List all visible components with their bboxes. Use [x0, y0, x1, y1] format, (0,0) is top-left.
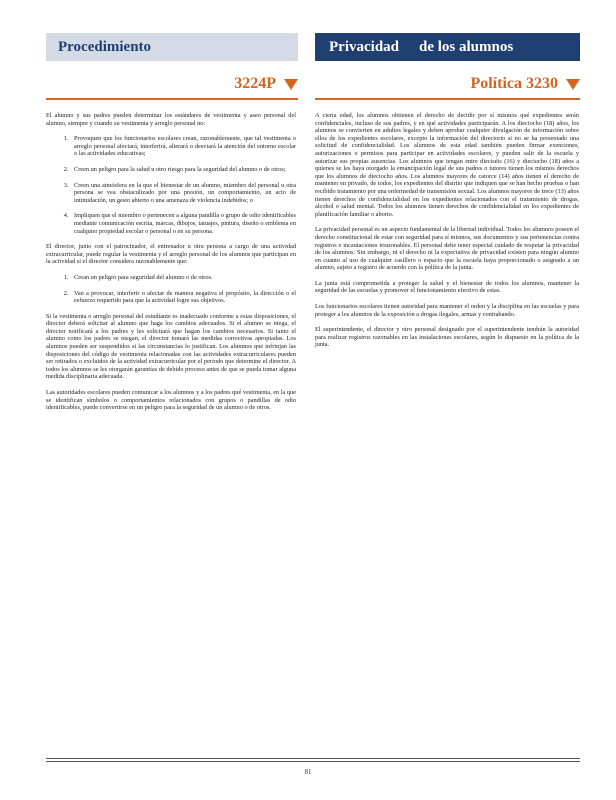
policy-column [315, 112, 579, 357]
triangle-down-icon [566, 79, 580, 90]
policy-title-part-a: Privacidad [329, 38, 399, 55]
policy-paragraph: La junta está comprometida a proteger la salud y el bienestar de todos los alumnos, mantener la seguridad de las escuelas y promover el funcionamiento efectivo de estas. [315, 279, 579, 295]
procedure-code-label: 3224P [234, 75, 276, 92]
procedure-paragraph: Las autoridades escolares pueden comunicar a los alumnos y a los padres qué vestimenta, en la que se identifican símbolos o comportamientos relacionados con grupos o pandillas de odio identificables, puede convertirse en un peligro para la seguridad de un alumno o de otros. [46, 389, 296, 412]
procedure-column [46, 112, 296, 420]
procedure-list-2 [46, 274, 296, 305]
footer-rule [46, 758, 580, 759]
procedure-intro: El alumno y sus padres pueden determinar los estándares de vestimenta y aseo personal del alumno, siempre y cuando su vestimenta y arreglo personal no: [46, 112, 296, 127]
triangle-down-icon [284, 79, 298, 90]
policy-code [315, 73, 580, 95]
policy-header-band [315, 33, 580, 61]
list-item: 1. Provoquen que los funcionarios escolares crean, razonablemente, que tal vestimenta o arreglo personal afectará, interferirá, alterará o desviará la atención del entorno escolar o las actividades educativas; [70, 135, 296, 158]
procedure-header-band [46, 33, 298, 61]
procedure-paragraph: El director, junto con el patrocinador, el entrenador u otra persona a cargo de una actividad extracurricular, puede regular la vestimenta y el arreglo personal de los alumnos que participan en la actividad si el director considera razonablemente que: [46, 243, 296, 266]
left-divider [46, 98, 298, 100]
policy-code-label: Política 3230 [470, 75, 558, 92]
list-item: 3. Creen una atmósfera en la que el bienestar de un alumno, miembro del personal u otra persona se vea obstaculizado por una presión, un comportamiento, un acto de intimidación, un gesto abierto o una amenaza de violencia indebidos; o [70, 182, 296, 205]
footer-rule [46, 761, 580, 762]
list-item: 4. Impliquen que el miembro o pertenecen a alguna pandilla o grupo de odio identificables mediante comunicación escrita, marcas, dibujos, tatuajes, pintura, diseño o emblema en cualquier propiedad escolar o personal o en su persona. [70, 212, 296, 235]
procedure-code [46, 73, 298, 95]
list-item: 2. Creen un peligro para la salud u otro riesgo para la seguridad del alumno o de otros; [70, 166, 296, 174]
policy-title-part-b: de los alumnos [419, 38, 514, 55]
policy-paragraph: Los funcionarios escolares tienen autoridad para mantener el orden y la disciplina en las escuelas y para proteger a los alumnos de la exposición a drogas ilegales, armas y contrabando. [315, 303, 579, 318]
list-item: 2. Van a provocar, interferir o afectar de manera negativa el propósito, la dirección o el esfuerzo requerido para que la actividad logre sus objetivos. [70, 290, 296, 305]
procedure-paragraph: Si la vestimenta o arreglo personal del estudiante es inadecuado conforme a estas disposiciones, el director deberá solicitar al alumno que haga los cambios adecuados. Si el alumno se niega, el director notificará a los padres y les solicitará que hagan los cambios necesarios. Si tanto el alumno como los padres se niegan, el director tomará las medidas correctivas apropiadas. Los alumnos pueden ser suspendidos si las circunstancias lo justifican. Los alumnos que infrinjan las disposiciones del código de vestimenta relacionadas con las actividades extracurriculares pueden ser retirados o excluidos de la actividad extracurricular por el periodo que determine el director. A todos los alumnos se les otorgarán garantías de debido proceso antes de que se pueda tomar alguna medida disciplinaria adecuada. [46, 312, 296, 381]
list-item: 1. Crean un peligro para seguridad del alumno o de otros. [70, 274, 296, 282]
page-number: 81 [304, 768, 312, 776]
policy-paragraph: El superintendente, el director y otro personal designado por el superintendente tendrán la autoridad para realizar registros razonables en las instalaciones escolares, según lo dispuesto en la política de la junta. [315, 326, 579, 349]
right-divider [315, 98, 580, 100]
procedure-title: Procedimiento [58, 38, 152, 55]
procedure-list-1 [46, 135, 296, 235]
policy-paragraph: La privacidad personal es un aspecto fundamental de la libertad individual. Todos los alumnos poseen el derecho constitucional de estar con seguridad para sí mismos, sus documentos y sus pertenencias contra registros e incautaciones irrazonables. El personal debe tener especial cuidado de respetar la privacidad de los alumnos. Sin embargo, ni el derecho ni la expectativa de privacidad existen para ningún alumno en cuanto al uso de cualquier casillero o espacio que la escuela haya proporcionado o asignado a un alumno, sujeto a registro de acuerdo con la política de la junta. [315, 226, 579, 272]
policy-paragraph: A cierta edad, los alumnos obtienen el derecho de decidir por sí mismos qué expedientes serán confidenciales, incluso de sus padres, y en qué actividades participarán. A los dieciocho (18) años, los alumnos se convierten en adultos legales y deben aprobar cualquier divulgación de información sobre ellos de los expedientes escolares, excepto la información del directorio si no se ha presentado una solicitud de confidencialidad. Los alumnos de esta edad también pueden firmar exenciones, autorizaciones o permisos para participar en actividades escolares, y pueden salir de la escuela y autorizar sus propias ausencias. Los alumnos que tengan entre dieciséis (16) y dieciocho (18) años a quienes se les haya otorgado la emancipación legal de sus padres o tutores tienen los mismos derechos que los alumnos de dieciocho años. Los alumnos mayores de catorce (14) años tienen el derecho de mantener en privado, de todos, los expedientes del distrito que indiquen que se han hecho pruebas o han recibido tratamiento por una enfermedad de transmisión sexual. Los alumnos mayores de trece (13) años tienen derechos de confidencialidad en los expedientes relacionados con el tratamiento de drogas, alcohol o salud mental. Todos los alumnos tienen derechos de confidencialidad en los expedientes de planificación familiar o aborto. [315, 112, 579, 218]
